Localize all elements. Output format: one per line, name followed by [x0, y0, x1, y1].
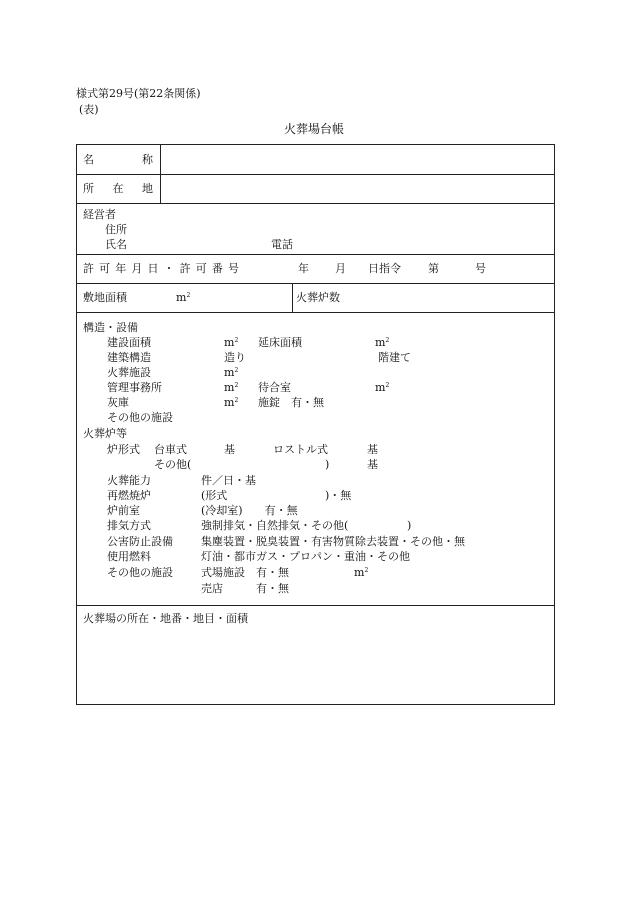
furnace-other-facility-label: その他の施設: [107, 566, 173, 579]
operator-name-label: 氏名: [105, 238, 127, 251]
permit-day-designation: 日指令: [368, 262, 401, 275]
lock-label: 施錠 有・無: [258, 396, 324, 409]
building-area-unit: $m^2$: [224, 336, 239, 349]
name-label: 名 称: [83, 153, 153, 166]
furnace-other-close: ): [325, 458, 330, 471]
front-room-value: (冷却室) 有・無: [201, 504, 298, 517]
crematorium-register-form: [76, 144, 555, 705]
label-divider: [160, 145, 161, 203]
permit-number: 号: [475, 262, 486, 275]
rostle-type-base: 基: [367, 443, 378, 456]
reburn-value: (形式: [201, 489, 228, 502]
made-of-label: 造り: [224, 351, 246, 364]
furnace-type-label: 炉形式: [107, 443, 140, 456]
shop-value: 売店 有・無: [201, 582, 289, 595]
furnace-other-label: その他(: [154, 458, 192, 471]
waiting-room-unit: $m^2$: [375, 381, 390, 394]
furnace-other-base: 基: [367, 458, 378, 471]
truck-type-base: 基: [224, 443, 235, 456]
row-divider: [77, 254, 554, 255]
furnace-heading: 火葬炉等: [83, 427, 127, 440]
building-structure-label: 建築構造: [107, 351, 151, 364]
operator-address-label: 住所: [105, 223, 127, 236]
ash-storage-label: 灰庫: [107, 396, 129, 409]
form-side: (表): [79, 103, 99, 116]
other-facility-label: その他の施設: [107, 411, 173, 424]
row-divider: [77, 174, 554, 175]
row-divider: [77, 283, 554, 284]
rostle-type-label: ロストル式: [273, 443, 328, 456]
permit-label: 許 可 年 月 日 ・ 許 可 番 号: [83, 262, 239, 275]
capacity-label: 火葬能力: [107, 474, 151, 487]
exhaust-label: 排気方式: [107, 519, 151, 532]
reburn-label: 再燃焼炉: [107, 489, 151, 502]
site-area-label: 敷地面積: [83, 291, 127, 304]
land-label: 火葬場の所在・地番・地目・面積: [83, 612, 248, 625]
office-unit: $m^2$: [224, 381, 239, 394]
truck-type-label: 台車式: [154, 443, 187, 456]
page-title: 火葬場台帳: [284, 122, 345, 136]
location-label: 所 在 地: [83, 182, 153, 195]
ash-storage-unit: $m^2$: [224, 396, 239, 409]
office-label: 管理事務所: [107, 381, 162, 394]
permit-dai: 第: [428, 262, 439, 275]
reburn-close: )・無: [325, 489, 352, 502]
operator-phone-label: 電話: [271, 238, 293, 251]
stories-label: 階建て: [378, 351, 411, 364]
permit-month: 月: [335, 262, 346, 275]
cell-divider: [292, 283, 293, 312]
fuel-label: 使用燃料: [107, 550, 151, 563]
ceremony-hall-value: 式場施設 有・無: [201, 566, 289, 579]
exhaust-value: 強制排気・自然排気・その他(: [201, 519, 349, 532]
pollution-label: 公害防止設備: [107, 535, 173, 548]
building-area-label: 建設面積: [107, 336, 151, 349]
row-divider: [77, 203, 554, 204]
permit-year: 年: [298, 262, 309, 275]
furnace-count-label: 火葬炉数: [296, 291, 340, 304]
crematory-facility-label: 火葬施設: [107, 366, 151, 379]
floor-area-label: 延床面積: [258, 336, 302, 349]
capacity-value: 件／日・基: [201, 474, 256, 487]
structure-heading: 構造・設備: [83, 321, 138, 334]
operator-label: 経営者: [83, 208, 116, 221]
site-area-unit: $m^2$: [176, 291, 191, 304]
crematory-facility-unit: $m^2$: [224, 366, 239, 379]
exhaust-close: ): [407, 519, 412, 532]
ceremony-hall-unit: $m^2$: [354, 566, 369, 579]
waiting-room-label: 待合室: [258, 381, 291, 394]
form-number: 様式第29号(第22条関係): [76, 87, 201, 100]
front-room-label: 炉前室: [107, 504, 140, 517]
pollution-value: 集塵装置・脱臭装置・有害物質除去装置・その他・無: [201, 535, 465, 548]
row-divider: [77, 312, 554, 313]
fuel-value: 灯油・都市ガス・プロパン・重油・その他: [201, 550, 410, 563]
floor-area-unit: $m^2$: [375, 336, 390, 349]
row-divider: [77, 605, 554, 606]
